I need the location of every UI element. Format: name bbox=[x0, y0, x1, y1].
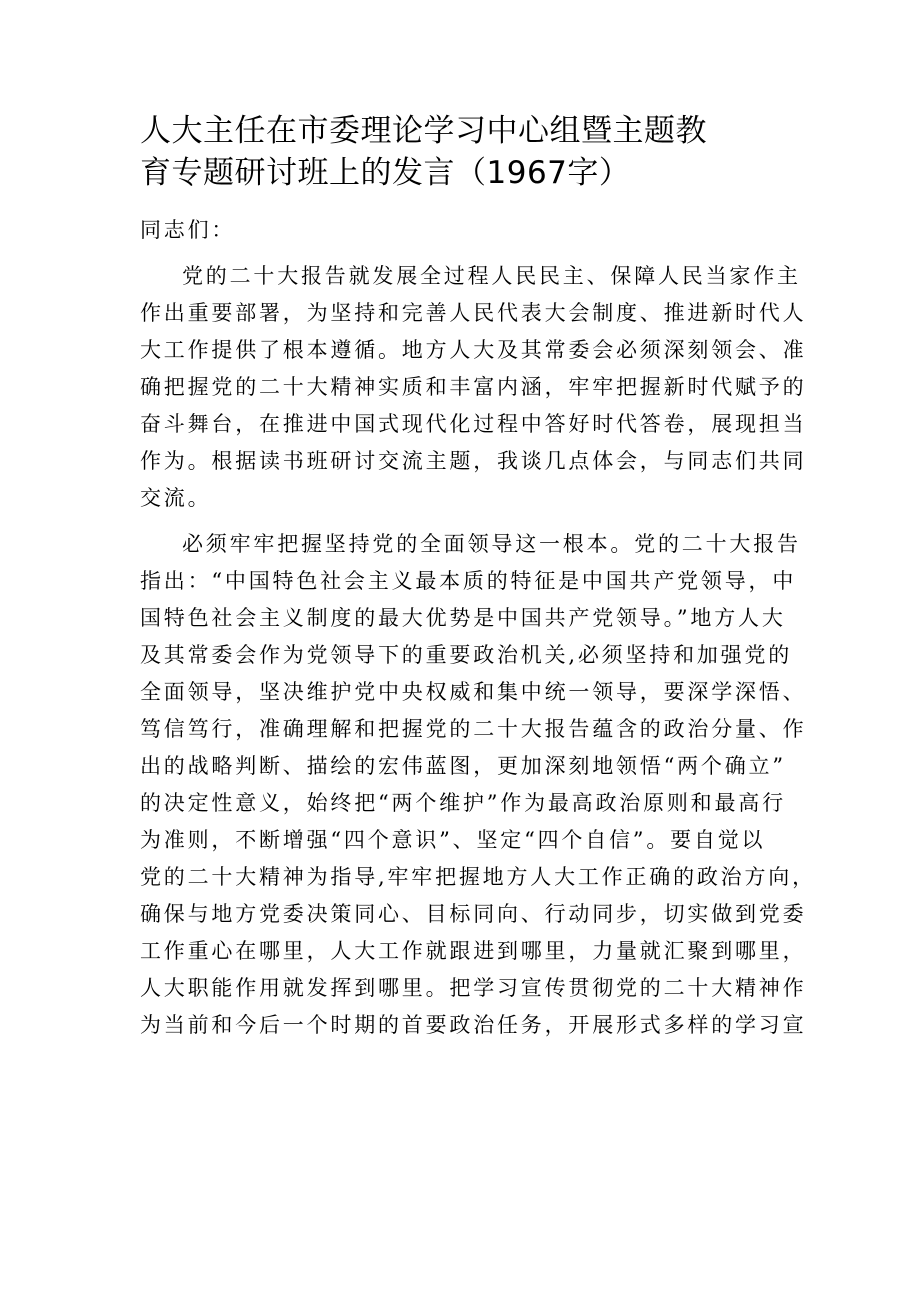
paragraph-line: 国特色社会主义制度的最大优势是中国共产党领导。”地方人大 bbox=[140, 606, 786, 630]
paragraph-line: 大工作提供了根本遵循。地方人大及其常委会必须深刻领会、准 bbox=[140, 338, 807, 362]
paragraph-line: 党的二十大报告就发展全过程人民民主、保障人民当家作主 bbox=[182, 264, 801, 288]
paragraph-line: 的决定性意义，始终把“两个维护”作为最高政治原则和最高行 bbox=[140, 791, 786, 815]
paragraph-line: 确把握党的二十大精神实质和丰富内涵，牢牢把握新时代赋予的 bbox=[140, 375, 807, 399]
paragraph-line: 交流。 bbox=[140, 486, 212, 510]
paragraph-1 bbox=[140, 258, 807, 517]
title-line-2: 育专题研讨班上的发言（1967字） bbox=[140, 155, 631, 191]
paragraph-line: 确保与地方党委决策同心、目标同向、行动同步，切实做到党委 bbox=[140, 902, 807, 926]
paragraph-line: 及其常委会作为党领导下的重要政治机关,必须坚持和加强党的 bbox=[140, 643, 793, 667]
paragraph-2 bbox=[140, 526, 816, 1044]
paragraph-line: 为准则，不断增强“四个意识”、坚定“四个自信”。要自觉以 bbox=[140, 828, 766, 852]
paragraph-line: 奋斗舞台，在推进中国式现代化过程中答好时代答卷，展现担当 bbox=[140, 412, 807, 436]
paragraph-line: 作为。根据读书班研讨交流主题，我谈几点体会，与同志们共同 bbox=[140, 449, 807, 473]
paragraph-line: 工作重心在哪里，人大工作就跟进到哪里，力量就汇聚到哪里， bbox=[140, 939, 807, 963]
paragraph-line: 党的二十大精神为指导,牢牢把握地方人大工作正确的政治方向， bbox=[140, 865, 816, 889]
greeting: 同志们： bbox=[140, 218, 236, 242]
paragraph-line: 全面领导，坚决维护党中央权威和集中统一领导，要深学深悟、 bbox=[140, 680, 807, 704]
document-body bbox=[140, 212, 816, 1053]
paragraph-line: 出的战略判断、描绘的宏伟蓝图，更加深刻地领悟“两个确立” bbox=[140, 754, 786, 778]
title-line-1: 人大主任在市委理论学习中心组暨主题教 bbox=[140, 113, 707, 149]
paragraph-line: 人大职能作用就发挥到哪里。把学习宣传贯彻党的二十大精神作 bbox=[140, 976, 807, 1000]
paragraph-line: 作出重要部署，为坚持和完善人民代表大会制度、推进新时代人 bbox=[140, 301, 807, 325]
document-title bbox=[140, 110, 790, 194]
paragraph-line: 为当前和今后一个时期的首要政治任务，开展形式多样的学习宣 bbox=[140, 1013, 807, 1037]
paragraph-line: 必须牢牢把握坚持党的全面领导这一根本。党的二十大报告 bbox=[182, 532, 801, 556]
paragraph-line: 指出：“中国特色社会主义最本质的特征是中国共产党领导，中 bbox=[140, 569, 797, 593]
paragraph-line: 笃信笃行，准确理解和把握党的二十大报告蕴含的政治分量、作 bbox=[140, 717, 807, 741]
